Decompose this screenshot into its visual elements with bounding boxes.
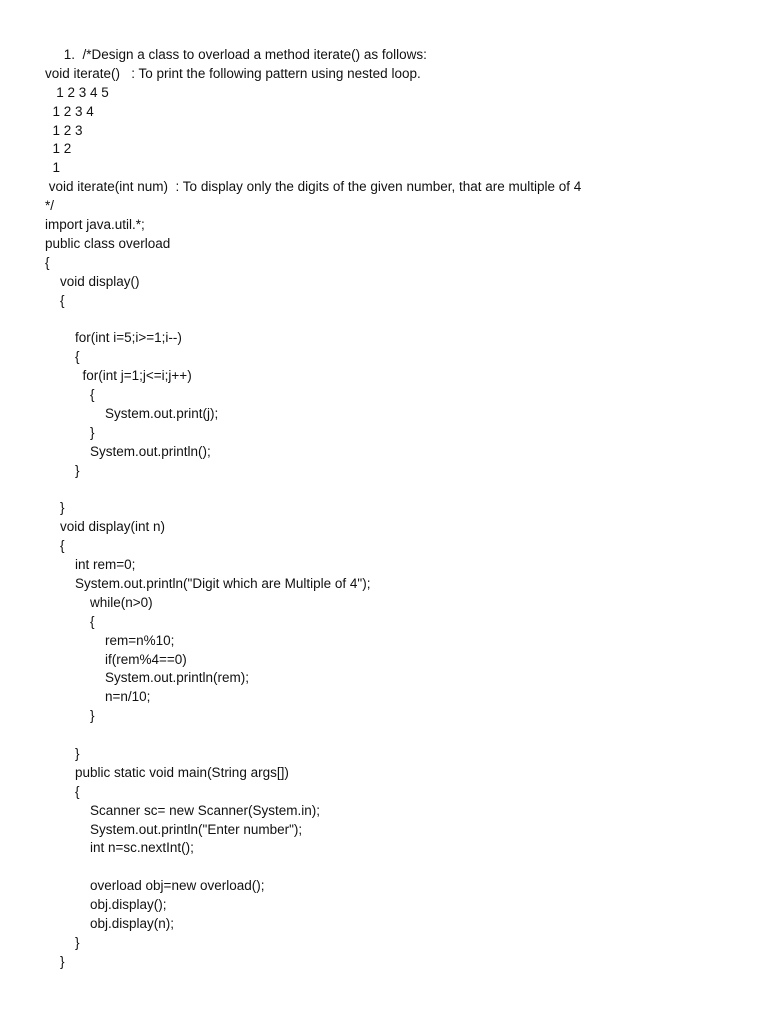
document-line: }	[45, 953, 65, 969]
document-line: void display()	[45, 273, 140, 289]
document-line: 1 2 3	[45, 122, 83, 138]
document-line: 1. /*Design a class to overload a method iterate() as follows:	[45, 47, 427, 62]
code-text-block	[45, 46, 745, 972]
document-line: 1 2 3 4	[45, 103, 94, 119]
document-line: }	[45, 708, 95, 724]
document-line: 1 2	[45, 141, 72, 157]
document-line: rem=n%10;	[45, 632, 175, 648]
document-line: void display(int n)	[45, 519, 166, 535]
document-line: public static void main(String args[])	[45, 764, 289, 780]
document-line: {	[45, 538, 65, 554]
document-line	[45, 480, 745, 499]
document-line: overload obj=new overload();	[45, 878, 265, 894]
document-line: int n=sc.nextInt();	[45, 840, 194, 856]
document-line: public class overload	[45, 235, 171, 251]
document-line: }	[45, 424, 95, 440]
document-line: }	[45, 745, 80, 761]
document-line: }	[45, 462, 80, 478]
document-line: {	[45, 783, 80, 799]
document-line: System.out.println(rem);	[45, 670, 250, 686]
document-line: {	[45, 613, 95, 629]
document-line: int rem=0;	[45, 557, 136, 573]
document-line: {	[45, 387, 95, 403]
document-line: Scanner sc= new Scanner(System.in);	[45, 802, 320, 818]
document-line: for(int i=5;i>=1;i--)	[45, 330, 182, 346]
document-line: obj.display(n);	[45, 915, 175, 931]
document-line	[45, 726, 745, 745]
document-line: 1 2 3 4 5	[45, 84, 109, 100]
document-line: }	[45, 500, 65, 516]
document-line: */	[45, 198, 55, 214]
document-line: while(n>0)	[45, 594, 153, 610]
document-line: obj.display();	[45, 897, 167, 913]
document-line: }	[45, 934, 80, 950]
document-line: n=n/10;	[45, 689, 151, 705]
document-line: System.out.println("Enter number");	[45, 821, 303, 837]
document-line: System.out.print(j);	[45, 405, 219, 421]
document-line: if(rem%4==0)	[45, 651, 187, 667]
document-line: for(int j=1;j<=i;j++)	[45, 368, 192, 384]
document-line: System.out.println("Digit which are Multiple of 4");	[45, 575, 371, 591]
document-line: {	[45, 349, 80, 365]
document-line: void iterate() : To print the following pattern using nested loop.	[45, 65, 421, 81]
document-line: import java.util.*;	[45, 217, 145, 233]
document-line: void iterate(int num) : To display only the digits of the given number, that are multiple of 4	[45, 179, 582, 195]
document-line: {	[45, 254, 50, 270]
document-line: System.out.println();	[45, 443, 211, 459]
document-line	[45, 858, 745, 877]
document-line: {	[45, 292, 65, 308]
document-line	[45, 310, 745, 329]
document-line: 1	[45, 160, 61, 176]
